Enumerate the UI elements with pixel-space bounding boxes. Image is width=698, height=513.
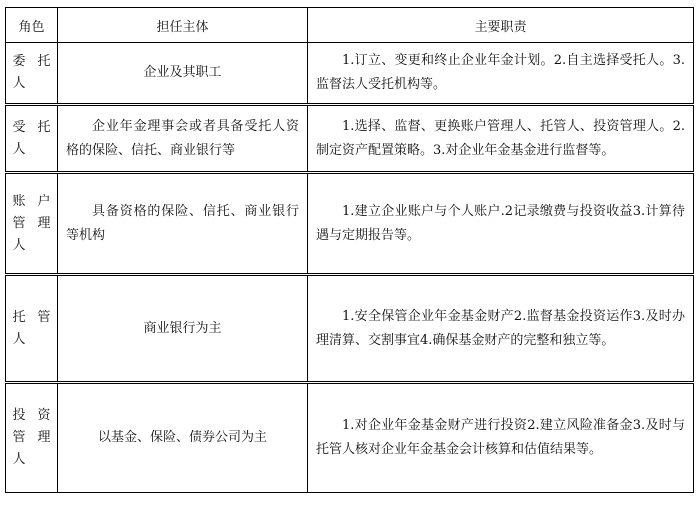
pension-roles-table (5, 7, 694, 493)
role-label: 托管人 (12, 309, 51, 347)
table-row (6, 275, 694, 383)
duty-cell: 1.订立、变更和终止企业年金计划。2.自主选择受托人。3.监督法人受托机构等。 (308, 43, 694, 105)
duty-cell: 1.对企业年金基金财产进行投资2.建立风险准备金3.及时与托管人核对企业年金基金会计核算和估值结果等。 (308, 383, 694, 493)
header-duty: 主要职责 (308, 8, 694, 43)
header-row (6, 8, 694, 43)
subject-cell: 商业银行为主 (58, 275, 308, 383)
table-row (6, 383, 694, 493)
table-row (6, 105, 694, 173)
role-label: 受托人 (12, 119, 51, 157)
duty-cell: 1.建立企业账户与个人账户.2记录缴费与投资收益3.计算待遇与定期报告等。 (308, 173, 694, 275)
subject-cell: 企业年金理事会或者具备受托人资格的保险、信托、商业银行等 (58, 105, 308, 173)
table-row (6, 173, 694, 275)
role-cell (6, 43, 58, 105)
role-label: 账户管理人 (12, 193, 51, 253)
subject-cell: 以基金、保险、债券公司为主 (58, 383, 308, 493)
duty-cell: 1.选择、监督、更换账户管理人、托管人、投资管理人。2.制定资产配置策略。3.对企业年金基金进行监督等。 (308, 105, 694, 173)
role-cell (6, 105, 58, 173)
role-cell (6, 383, 58, 493)
table-row (6, 43, 694, 105)
duty-cell: 1.安全保管企业年金基金财产2.监督基金投资运作3.及时办理清算、交割事宜4.确保基金财产的完整和独立等。 (308, 275, 694, 383)
subject-cell: 具备资格的保险、信托、商业银行等机构 (58, 173, 308, 275)
role-label: 委托人 (12, 54, 51, 91)
subject-cell: 企业及其职工 (58, 43, 308, 105)
role-label: 投资管理人 (12, 408, 51, 467)
header-role: 角色 (6, 8, 58, 43)
header-subject: 担任主体 (58, 8, 308, 43)
role-cell (6, 275, 58, 383)
role-cell (6, 173, 58, 275)
